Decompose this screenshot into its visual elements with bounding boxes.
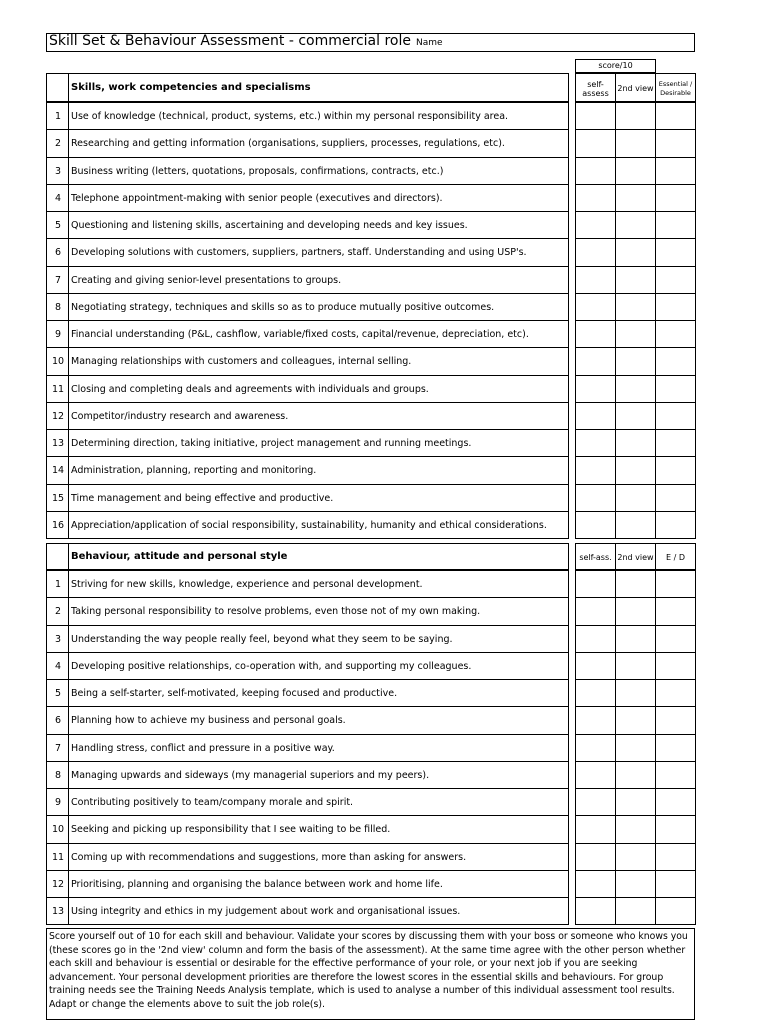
skills_section-score-cell-self[interactable] xyxy=(575,402,616,430)
skills_section-score-cell-second[interactable] xyxy=(615,157,656,185)
skills_section-row-number-cell xyxy=(46,511,69,539)
skills_section-row-text-cell xyxy=(68,429,569,457)
behaviour_section-row-number-cell xyxy=(46,761,69,789)
skills_section-score-cell-ed[interactable] xyxy=(655,211,696,239)
skills_section-score-cell-ed[interactable] xyxy=(655,402,696,430)
behaviour_section-row-number: 9 xyxy=(54,796,62,808)
skills_section-score-cell-second[interactable] xyxy=(615,511,656,539)
skills_section-score-cell-self[interactable] xyxy=(575,511,616,539)
skills_section-score-cell-ed[interactable] xyxy=(655,157,696,185)
skills_section-row-number: 10 xyxy=(51,356,65,367)
skills_section-score-cell-ed[interactable] xyxy=(655,456,696,485)
behaviour_section-score-cell-second[interactable] xyxy=(615,734,656,762)
behaviour_section-score-cell-second[interactable] xyxy=(615,570,656,598)
behaviour_section-row-text-cell xyxy=(68,597,569,626)
skills_section-row-number: 7 xyxy=(54,274,62,286)
behaviour_section-col-header-2 xyxy=(615,543,656,570)
skills_section-col-label-3: Essential / Desirable xyxy=(658,79,693,97)
behaviour_section-score-cell-self[interactable] xyxy=(575,679,616,707)
behaviour_section-row-number: 3 xyxy=(54,633,62,645)
skills_section-row-text: Administration, planning, reporting and monitoring. xyxy=(71,465,317,476)
behaviour_section-score-cell-self[interactable] xyxy=(575,597,616,626)
skills_section-score-cell-self[interactable] xyxy=(575,102,616,130)
skills_section-row-text-cell xyxy=(68,211,569,239)
skills_section-row-text: Managing relationships with customers and colleagues, internal selling. xyxy=(71,356,412,367)
skills_section-score-cell-ed[interactable] xyxy=(655,511,696,539)
behaviour_section-score-cell-self[interactable] xyxy=(575,788,616,816)
skills_section-score-cell-self[interactable] xyxy=(575,184,616,212)
skills_section-score-cell-self[interactable] xyxy=(575,375,616,403)
skills_section-col-header-1 xyxy=(575,73,616,102)
skills_section-score-cell-self[interactable] xyxy=(575,266,616,294)
behaviour_section-score-cell-ed[interactable] xyxy=(655,679,696,707)
skills_section-row-number-cell xyxy=(46,293,69,321)
behaviour_section-heading-cell xyxy=(68,543,569,570)
behaviour_section-score-cell-self[interactable] xyxy=(575,570,616,598)
behaviour_section-row-text: Managing upwards and sideways (my managerial superiors and my peers). xyxy=(71,769,430,781)
skills_section-row-text: Use of knowledge (technical, product, systems, etc.) within my personal responsibility area. xyxy=(71,110,509,122)
behaviour_section-row-text-cell xyxy=(68,815,569,844)
skills_section-row-text: Developing solutions with customers, suppliers, partners, staff. Understanding and using USP's. xyxy=(71,247,527,258)
behaviour_section-row-number-cell xyxy=(46,843,69,871)
behaviour_section-row-number-cell xyxy=(46,870,69,898)
skills_section-row-number: 9 xyxy=(54,328,62,340)
skills_section-score-cell-self[interactable] xyxy=(575,429,616,457)
skills_section-row-number: 6 xyxy=(54,247,62,258)
skills_section-score-cell-second[interactable] xyxy=(615,129,656,158)
skills_section-row-number-cell xyxy=(46,456,69,485)
skills_section-row-text-cell xyxy=(68,293,569,321)
skills_section-row-number-cell xyxy=(46,184,69,212)
behaviour_section-row-number-cell xyxy=(46,679,69,707)
skills_section-score-cell-self[interactable] xyxy=(575,157,616,185)
skills_section-row-text: Determining direction, taking initiative, project management and running meetings. xyxy=(71,437,472,449)
skills_section-row-text: Researching and getting information (organisations, suppliers, processes, regulations, etc). xyxy=(71,138,505,149)
behaviour_section-row-text: Coming up with recommendations and suggestions, more than asking for answers. xyxy=(71,851,467,863)
skills_section-score-cell-self[interactable] xyxy=(575,129,616,158)
skills_section-score-cell-ed[interactable] xyxy=(655,266,696,294)
document-title: Skill Set & Behaviour Assessment - commercial role xyxy=(49,33,411,49)
behaviour_section-score-cell-second[interactable] xyxy=(615,897,656,925)
behaviour_section-score-cell-second[interactable] xyxy=(615,843,656,871)
behaviour_section-row-number: 6 xyxy=(54,715,62,726)
skills_section-row-number-cell xyxy=(46,157,69,185)
instructions-note: Score yourself out of 10 for each skill and behaviour. Validate your scores by discussing them with your boss or someone who knows you (these scores go in the '2nd view' column and form the basis of the assessment). At the same time agree with the other person whether each skill and behaviour is essential or desirable for the effective performance of your role, or your next job if you are seeking advancement. Your personal development priorities are therefore the lowest scores in the essential skills and behaviours. For group training needs see the Training Needs Analysis template, which is used to analyse a number of this individual assessment tool results. Adapt or change the elements above to suit the job role(s). xyxy=(46,928,695,1020)
skills_section-score-cell-second[interactable] xyxy=(615,211,656,239)
behaviour_section-row-number: 13 xyxy=(51,905,65,917)
behaviour_section-row-number-cell xyxy=(46,734,69,762)
behaviour_section-score-cell-second[interactable] xyxy=(615,761,656,789)
skills_section-score-cell-self[interactable] xyxy=(575,456,616,485)
behaviour_section-row-text-cell xyxy=(68,843,569,871)
behaviour_section-row-number-cell xyxy=(46,788,69,816)
skills_section-row-text: Business writing (letters, quotations, proposals, confirmations, contracts, etc.) xyxy=(71,165,444,177)
behaviour_section-row-text: Taking personal responsibility to resolve problems, even those not of my own making. xyxy=(71,606,481,617)
behaviour_section-score-cell-self[interactable] xyxy=(575,625,616,653)
skills_section-row-number: 4 xyxy=(54,192,62,204)
skills_section-score-cell-ed[interactable] xyxy=(655,429,696,457)
skills_section-score-cell-ed[interactable] xyxy=(655,347,696,376)
skills_section-row-text-cell xyxy=(68,375,569,403)
skills_section-row-text-cell xyxy=(68,320,569,348)
behaviour_section-row-number-cell xyxy=(46,897,69,925)
behaviour_section-score-cell-second[interactable] xyxy=(615,706,656,735)
behaviour_section-row-text: Prioritising, planning and organising the balance between work and home life. xyxy=(71,878,443,890)
skills_section-score-cell-self[interactable] xyxy=(575,484,616,512)
skills_section-score-cell-self[interactable] xyxy=(575,347,616,376)
behaviour_section-row-number: 4 xyxy=(54,660,62,672)
name-label: Name xyxy=(416,38,443,48)
skills_section-row-number: 8 xyxy=(54,301,62,313)
behaviour_section-col-label-3: E / D xyxy=(666,552,685,562)
skills_section-row-text: Closing and completing deals and agreements with individuals and groups. xyxy=(71,383,429,395)
skills_section-score-cell-second[interactable] xyxy=(615,320,656,348)
behaviour_section-row-text: Using integrity and ethics in my judgement about work and organisational issues. xyxy=(71,905,461,917)
behaviour_section-col-label-2: 2nd view xyxy=(617,552,654,562)
skills_section-score-cell-ed[interactable] xyxy=(655,320,696,348)
behaviour_section-score-cell-second[interactable] xyxy=(615,625,656,653)
skills_section-score-cell-second[interactable] xyxy=(615,293,656,321)
skills_section-score-cell-self[interactable] xyxy=(575,238,616,267)
behaviour_section-col-header-1 xyxy=(575,543,616,570)
behaviour_section-row-number: 8 xyxy=(54,769,62,781)
skills_section-row-number-cell xyxy=(46,320,69,348)
skills_section-score-cell-second[interactable] xyxy=(615,102,656,130)
behaviour_section-row-text-cell xyxy=(68,625,569,653)
behaviour_section-score-cell-ed[interactable] xyxy=(655,652,696,680)
behaviour_section-score-cell-self[interactable] xyxy=(575,843,616,871)
skills_section-row-number-cell xyxy=(46,211,69,239)
skills_section-row-number: 13 xyxy=(51,437,65,449)
behaviour_section-row-text-cell xyxy=(68,706,569,735)
behaviour_section-row-text-cell xyxy=(68,788,569,816)
skills_section-row-number: 5 xyxy=(54,219,62,231)
skills_section-score-cell-second[interactable] xyxy=(615,375,656,403)
behaviour_section-row-number: 10 xyxy=(51,824,65,835)
skills_section-row-text-cell xyxy=(68,402,569,430)
skills_section-score-cell-second[interactable] xyxy=(615,238,656,267)
behaviour_section-score-cell-ed[interactable] xyxy=(655,734,696,762)
skills_section-row-text: Time management and being effective and productive. xyxy=(71,492,334,504)
behaviour_section-score-cell-self[interactable] xyxy=(575,761,616,789)
skills_section-score-cell-second[interactable] xyxy=(615,402,656,430)
behaviour_section-row-number: 7 xyxy=(54,742,62,754)
behaviour_section-heading: Behaviour, attitude and personal style xyxy=(71,550,288,562)
behaviour_section-score-cell-second[interactable] xyxy=(615,597,656,626)
score-header-label: score/10 xyxy=(598,61,633,70)
skills_section-row-number: 2 xyxy=(54,138,62,149)
behaviour_section-score-cell-self[interactable] xyxy=(575,815,616,844)
skills_section-score-cell-second[interactable] xyxy=(615,456,656,485)
skills_section-row-text: Appreciation/application of social responsibility, sustainability, humanity and ethical considerations. xyxy=(71,519,547,531)
behaviour_section-row-text-cell xyxy=(68,761,569,789)
skills_section-score-cell-self[interactable] xyxy=(575,320,616,348)
skills_section-score-cell-ed[interactable] xyxy=(655,238,696,267)
behaviour_section-row-number-cell xyxy=(46,706,69,735)
skills_section-score-cell-self[interactable] xyxy=(575,211,616,239)
behaviour_section-score-cell-ed[interactable] xyxy=(655,706,696,735)
score-out-of-10-header xyxy=(575,59,656,73)
behaviour_section-score-cell-ed[interactable] xyxy=(655,897,696,925)
behaviour_section-row-text: Planning how to achieve my business and personal goals. xyxy=(71,715,346,726)
behaviour_section-row-number: 11 xyxy=(51,851,65,863)
skills_section-row-text: Creating and giving senior-level presentations to groups. xyxy=(71,274,342,286)
behaviour_section-score-cell-second[interactable] xyxy=(615,788,656,816)
skills_section-score-cell-ed[interactable] xyxy=(655,184,696,212)
behaviour_section-score-cell-ed[interactable] xyxy=(655,870,696,898)
skills_section-score-cell-second[interactable] xyxy=(615,347,656,376)
behaviour_section-score-cell-second[interactable] xyxy=(615,870,656,898)
behaviour_section-row-number-cell xyxy=(46,625,69,653)
behaviour_section-score-cell-self[interactable] xyxy=(575,897,616,925)
skills_section-row-text-cell xyxy=(68,238,569,267)
behaviour_section-score-cell-second[interactable] xyxy=(615,679,656,707)
skills_section-score-cell-ed[interactable] xyxy=(655,129,696,158)
behaviour_section-row-number: 12 xyxy=(51,878,65,890)
behaviour_section-score-cell-ed[interactable] xyxy=(655,788,696,816)
behaviour_section-row-number: 2 xyxy=(54,606,62,617)
skills_section-row-text-cell xyxy=(68,266,569,294)
skills_section-row-number-cell xyxy=(46,102,69,130)
behaviour_section-score-cell-ed[interactable] xyxy=(655,625,696,653)
skills_section-col-header-2 xyxy=(615,73,656,102)
skills_section-row-text-cell xyxy=(68,511,569,539)
skills_section-row-text-cell xyxy=(68,456,569,485)
behaviour_section-row-text-cell xyxy=(68,734,569,762)
behaviour_section-row-text-cell xyxy=(68,570,569,598)
skills_section-col-label-1: self- assess xyxy=(582,79,609,98)
skills_section-row-number: 12 xyxy=(51,410,65,422)
skills_section-row-text: Financial understanding (P&L, cashflow, variable/fixed costs, capital/revenue, depreciation, etc). xyxy=(71,328,529,340)
skills_section-row-number-cell xyxy=(46,238,69,267)
skills_section-score-cell-ed[interactable] xyxy=(655,102,696,130)
skills_section-row-text-cell xyxy=(68,157,569,185)
skills_section-col-header-3 xyxy=(655,73,696,102)
skills_section-row-number-cell xyxy=(46,129,69,158)
behaviour_section-row-number: 5 xyxy=(54,687,62,699)
skills_section-row-number: 3 xyxy=(54,165,62,177)
behaviour_section-row-text: Striving for new skills, knowledge, experience and personal development. xyxy=(71,578,423,590)
behaviour_section-row-number-cell xyxy=(46,652,69,680)
behaviour_section-row-text: Being a self-starter, self-motivated, keeping focused and productive. xyxy=(71,687,398,699)
behaviour_section-row-text-cell xyxy=(68,897,569,925)
behaviour_section-row-text: Contributing positively to team/company morale and spirit. xyxy=(71,796,354,808)
behaviour_section-row-number-cell xyxy=(46,815,69,844)
behaviour_section-row-text-cell xyxy=(68,652,569,680)
skills_section-row-text-cell xyxy=(68,347,569,376)
title-bar xyxy=(46,33,695,52)
skills_section-score-cell-second[interactable] xyxy=(615,429,656,457)
skills_section-row-text-cell xyxy=(68,484,569,512)
skills_section-score-cell-self[interactable] xyxy=(575,293,616,321)
skills_section-row-number: 16 xyxy=(51,519,65,531)
behaviour_section-col-header-3 xyxy=(655,543,696,570)
skills_section-score-cell-second[interactable] xyxy=(615,484,656,512)
behaviour_section-score-cell-ed[interactable] xyxy=(655,570,696,598)
behaviour_section-col-label-1: self-ass. xyxy=(579,552,612,562)
skills_section-row-number: 15 xyxy=(51,492,65,504)
behaviour_section-score-cell-ed[interactable] xyxy=(655,597,696,626)
behaviour_section-row-number-cell xyxy=(46,570,69,598)
behaviour_section-row-text-cell xyxy=(68,679,569,707)
behaviour_section-score-cell-self[interactable] xyxy=(575,706,616,735)
skills_section-score-cell-ed[interactable] xyxy=(655,293,696,321)
skills_section-heading: Skills, work competencies and specialisms xyxy=(71,81,311,93)
behaviour_section-score-cell-self[interactable] xyxy=(575,652,616,680)
skills_section-row-text: Telephone appointment-making with senior people (executives and directors). xyxy=(71,192,443,204)
behaviour_section-row-number: 1 xyxy=(54,578,62,590)
skills_section-score-cell-ed[interactable] xyxy=(655,375,696,403)
skills_section-heading-cell xyxy=(68,73,569,102)
behaviour_section-score-cell-self[interactable] xyxy=(575,734,616,762)
skills_section-col-label-2: 2nd view xyxy=(617,83,654,93)
behaviour_section-row-text: Understanding the way people really feel, beyond what they seem to be saying. xyxy=(71,633,453,645)
skills_section-row-number-cell xyxy=(46,484,69,512)
behaviour_section-score-cell-ed[interactable] xyxy=(655,815,696,844)
skills_section-score-cell-second[interactable] xyxy=(615,266,656,294)
skills_section-row-text-cell xyxy=(68,102,569,130)
skills_section-row-text: Questioning and listening skills, ascertaining and developing needs and key issues. xyxy=(71,219,468,231)
behaviour_section-score-cell-ed[interactable] xyxy=(655,761,696,789)
skills_section-row-number-cell xyxy=(46,375,69,403)
skills_section-score-cell-second[interactable] xyxy=(615,184,656,212)
skills_section-row-text: Negotiating strategy, techniques and skills so as to produce mutually positive outcomes. xyxy=(71,301,495,313)
behaviour_section-row-text: Developing positive relationships, co-operation with, and supporting my colleagues. xyxy=(71,660,472,672)
skills_section-row-number: 14 xyxy=(51,465,65,476)
skills_section-row-number: 11 xyxy=(51,383,65,395)
skills_section-row-number-cell xyxy=(46,402,69,430)
skills_section-num-heading-cell xyxy=(46,73,69,102)
skills_section-row-number-cell xyxy=(46,347,69,376)
behaviour_section-score-cell-self[interactable] xyxy=(575,870,616,898)
behaviour_section-row-number-cell xyxy=(46,597,69,626)
behaviour_section-num-heading-cell xyxy=(46,543,69,570)
skills_section-row-text: Competitor/industry research and awareness. xyxy=(71,410,289,422)
behaviour_section-row-text: Handling stress, conflict and pressure in a positive way. xyxy=(71,742,335,754)
skills_section-row-text-cell xyxy=(68,129,569,158)
skills_section-row-text-cell xyxy=(68,184,569,212)
behaviour_section-row-text: Seeking and picking up responsibility that I see waiting to be filled. xyxy=(71,824,391,835)
skills_section-score-cell-ed[interactable] xyxy=(655,484,696,512)
skills_section-row-number-cell xyxy=(46,429,69,457)
behaviour_section-score-cell-second[interactable] xyxy=(615,815,656,844)
behaviour_section-row-text-cell xyxy=(68,870,569,898)
skills_section-row-number: 1 xyxy=(54,110,62,122)
skills_section-row-number-cell xyxy=(46,266,69,294)
behaviour_section-score-cell-ed[interactable] xyxy=(655,843,696,871)
behaviour_section-score-cell-second[interactable] xyxy=(615,652,656,680)
